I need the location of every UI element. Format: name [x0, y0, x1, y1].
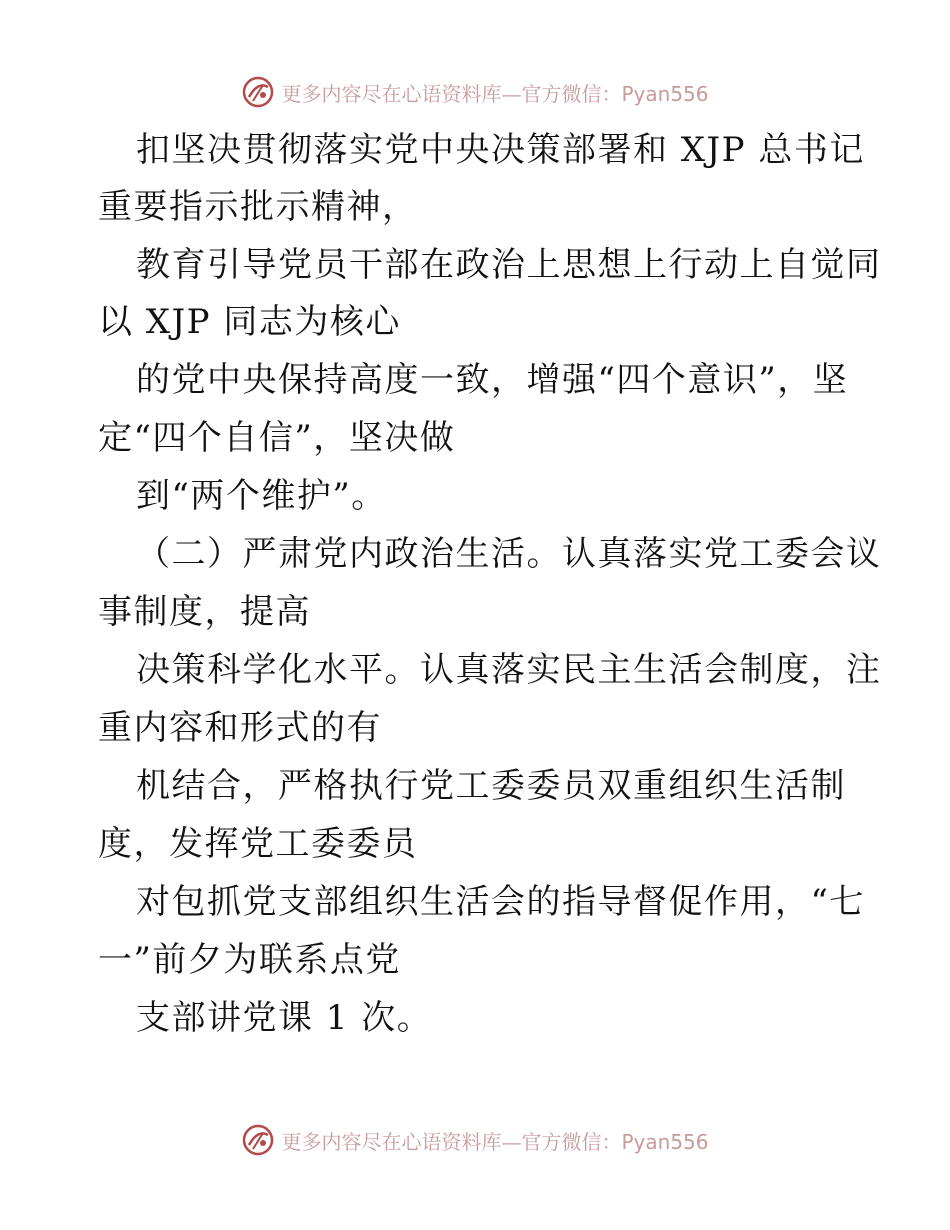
text-line: 重内容和形式的有	[98, 708, 382, 748]
text-line: 的党中央保持高度一致，增强“四个意识”，坚	[136, 360, 849, 400]
watermark-footer	[0, 1120, 950, 1160]
text-line: 定“四个自信”，坚决做	[98, 418, 456, 458]
text-line: 机结合，严格执行党工委委员双重组织生活制	[136, 766, 846, 806]
text-line: 决策科学化水平。认真落实民主生活会制度，注	[136, 650, 882, 690]
text-line: 支部讲党课 1 次。	[136, 998, 433, 1038]
text-line: 教育引导党员干部在政治上思想上行动上自觉同	[136, 245, 882, 285]
watermark-label: 更多内容尽在心语资料库—官方微信：	[281, 1129, 622, 1154]
watermark-text	[281, 78, 708, 107]
text-line: 对包抓党支部组织生活会的指导督促作用，“七	[136, 882, 865, 922]
watermark-wechat-id: Pyan556	[621, 1129, 709, 1154]
text-line: 一”前夕为联系点党	[98, 940, 401, 980]
text-line: （二）严肃党内政治生活。认真落实党工委会议	[136, 534, 882, 574]
seal-logo-icon	[241, 1123, 275, 1157]
text-line: 以 XJP 同志为核心	[98, 302, 401, 342]
text-line: 到“两个维护”。	[136, 476, 387, 516]
text-line: 重要指示批示精神，	[98, 187, 418, 227]
watermark-header	[0, 72, 950, 112]
watermark-text	[281, 1126, 708, 1155]
text-line: 扣坚决贯彻落实党中央决策部署和 XJP 总书记	[136, 130, 865, 170]
text-line: 事制度，提高	[98, 592, 311, 632]
text-line: 度，发挥党工委委员	[98, 824, 418, 864]
watermark-label: 更多内容尽在心语资料库—官方微信：	[281, 81, 622, 106]
seal-logo-icon	[241, 75, 275, 109]
watermark-wechat-id: Pyan556	[621, 81, 709, 106]
